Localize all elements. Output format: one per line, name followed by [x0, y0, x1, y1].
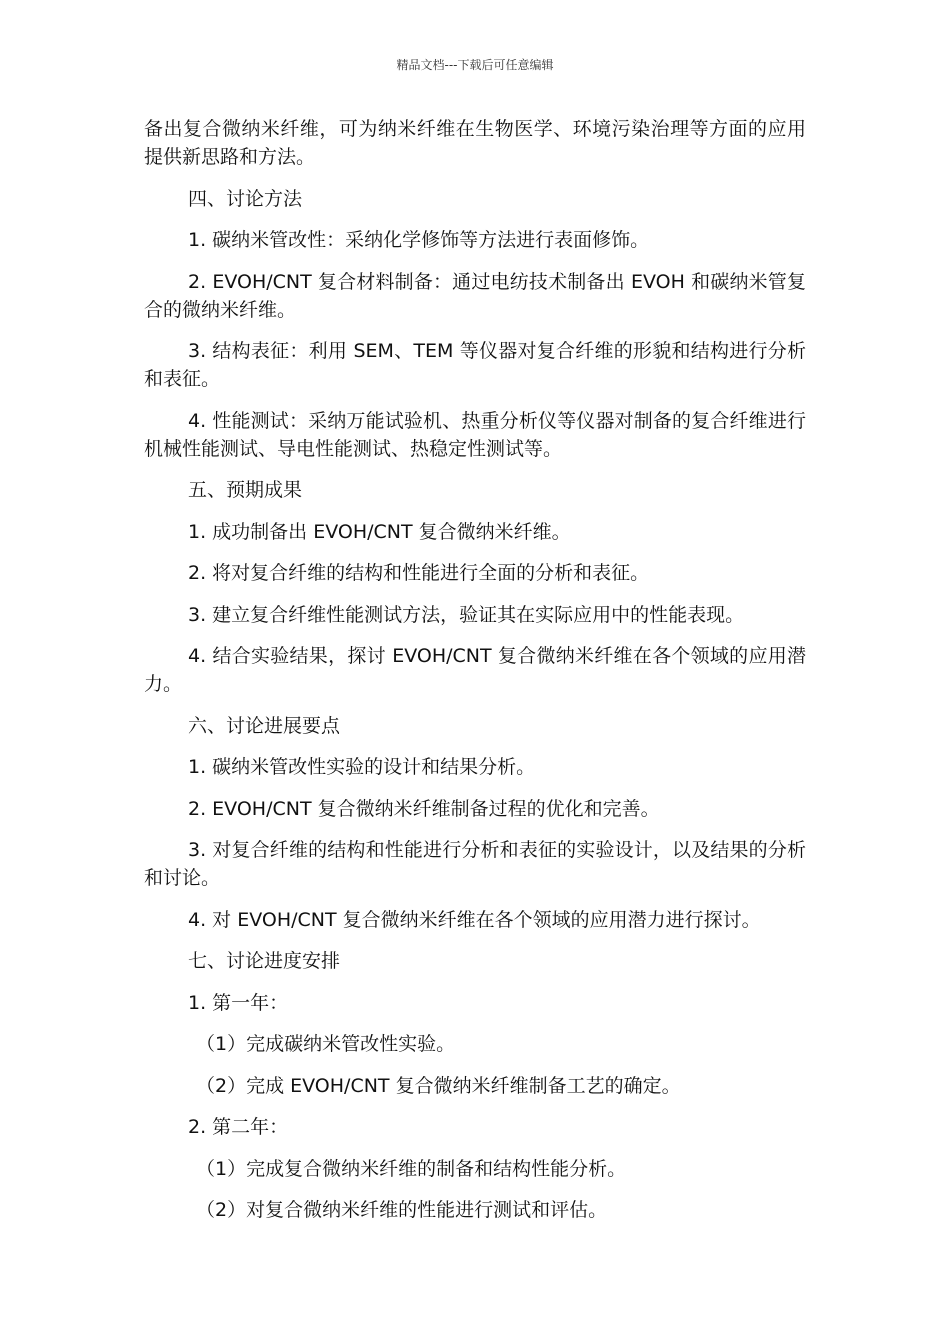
paragraph-intro-continuation: 备出复合微纳米纤维，可为纳米纤维在生物医学、环境污染治理等方面的应用提供新思路和方法。: [144, 118, 806, 168]
sub-list-item: （2）完成 EVOH/CNT 复合微纳米纤维制备工艺的确定。: [196, 1074, 681, 1097]
section-heading-progress-points: 六、讨论进展要点: [188, 714, 341, 737]
sub-list-item: （1）完成碳纳米管改性实验。: [196, 1033, 456, 1055]
list-item: 4. 结合实验结果，探讨 EVOH/CNT 复合微纳米纤维在各个领域的应用潜力。: [144, 645, 806, 695]
list-item: 1. 碳纳米管改性：采纳化学修饰等方法进行表面修饰。: [188, 229, 650, 251]
list-item: 2. EVOH/CNT 复合材料制备：通过电纺技术制备出 EVOH 和碳纳米管复合的微纳米纤维。: [144, 270, 806, 321]
sub-list-item: （1）完成复合微纳米纤维的制备和结构性能分析。: [196, 1157, 627, 1180]
page-header: 精品文档---下载后可任意编辑: [396, 58, 554, 72]
list-item: 1. 碳纳米管改性实验的设计和结果分析。: [188, 756, 536, 778]
sub-list-item: （2）对复合微纳米纤维的性能进行测试和评估。: [196, 1199, 608, 1221]
list-item: 4. 对 EVOH/CNT 复合微纳米纤维在各个领域的应用潜力进行探讨。: [188, 908, 761, 931]
list-item: 2. 将对复合纤维的结构和性能进行全面的分析和表征。: [188, 562, 650, 584]
list-item: 1. 成功制备出 EVOH/CNT 复合微纳米纤维。: [188, 520, 571, 543]
list-item: 3. 对复合纤维的结构和性能进行分析和表征的实验设计，以及结果的分析和讨论。: [144, 839, 806, 889]
section-heading-expected-results: 五、预期成果: [188, 479, 303, 501]
list-item: 2. EVOH/CNT 复合微纳米纤维制备过程的优化和完善。: [188, 797, 660, 820]
list-item: 3. 建立复合纤维性能测试方法，验证其在实际应用中的性能表现。: [188, 603, 745, 626]
list-item-year-two: 2. 第二年：: [188, 1116, 289, 1138]
section-heading-schedule: 七、讨论进度安排: [188, 950, 341, 972]
document-body: [144, 115, 806, 1238]
list-item: 3. 结构表征：利用 SEM、TEM 等仪器对复合纤维的形貌和结构进行分析和表征。: [144, 340, 806, 390]
section-heading-methods: 四、讨论方法: [188, 187, 303, 210]
list-item-year-one: 1. 第一年：: [188, 991, 289, 1014]
list-item: 4. 性能测试：采纳万能试验机、热重分析仪等仪器对制备的复合纤维进行机械性能测试、导电性能测试、热稳定性测试等。: [144, 409, 806, 460]
